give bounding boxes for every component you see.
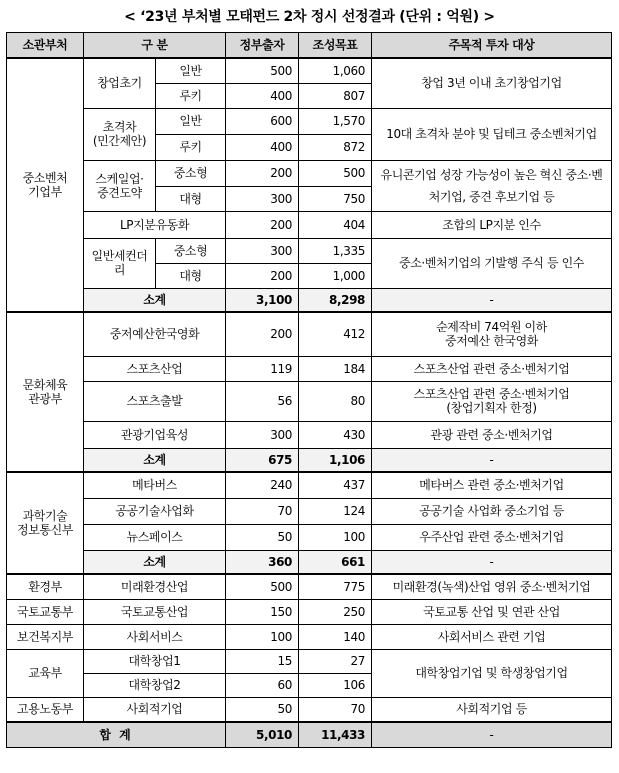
category-cell: 대학창업1 [84,649,226,673]
invest-cell: 순제작비 74억원 이하 중저예산 한국영화 [372,312,612,356]
gov-cell: 56 [226,381,299,421]
subtotal-row [7,550,612,574]
target-cell: 807 [299,83,372,108]
ministry-cell: 환경부 [7,574,84,599]
target-cell: 1,106 [299,448,372,472]
category-cell: 중저예산한국영화 [84,312,226,356]
gov-cell: 15 [226,649,299,673]
gov-cell: 119 [226,356,299,381]
invest-cell: 유니콘기업 성장 가능성이 높은 혁신 중소·벤처기업, 중견 후보기업 등 [372,160,612,211]
category-cell: 스케일업· 중견도약 [84,160,156,211]
ministry-cell: 교육부 [7,649,84,697]
category-cell: 초격차 (민간제안) [84,108,156,160]
table-row [7,58,612,83]
target-cell: 70 [299,697,372,722]
total-label: 합 계 [7,722,226,747]
invest-cell: - [372,288,612,312]
total-invest: - [372,722,612,747]
subcategory-cell: 일반 [156,58,226,83]
table-row [7,524,612,550]
gov-cell: 500 [226,58,299,83]
invest-cell: - [372,448,612,472]
target-cell: 27 [299,649,372,673]
target-cell: 80 [299,381,372,421]
table-row [7,381,612,421]
table-row [7,356,612,381]
invest-cell: 메타버스 관련 중소·벤처기업 [372,472,612,498]
gov-cell: 200 [226,263,299,288]
gov-cell: 675 [226,448,299,472]
table-row [7,649,612,673]
invest-cell: 국토교통 산업 및 연관 산업 [372,599,612,624]
target-cell: 250 [299,599,372,624]
gov-cell: 300 [226,421,299,448]
invest-cell: 중소·벤처기업의 기발행 주식 등 인수 [372,238,612,288]
gov-cell: 600 [226,108,299,134]
target-cell: 140 [299,624,372,649]
subcategory-cell: 루키 [156,134,226,160]
target-cell: 1,060 [299,58,372,83]
subcategory-cell: 대형 [156,263,226,288]
header-target: 조성목표 [299,33,372,59]
target-cell: 1,000 [299,263,372,288]
table-row [7,574,612,599]
subcategory-cell: 일반 [156,108,226,134]
subcategory-cell: 루키 [156,83,226,108]
page-title: < ‘23년 부처별 모태펀드 2차 정시 선정결과 (단위 : 억원) > [124,9,495,25]
header-ministry: 소관부처 [7,33,84,59]
subtotal-label: 소계 [84,550,226,574]
ministry-cell: 보건복지부 [7,624,84,649]
subtotal-row [7,288,612,312]
ministry-cell: 국토교통부 [7,599,84,624]
category-cell: 일반세컨더리 [84,238,156,288]
ministry-cell: 고용노동부 [7,697,84,722]
category-cell: 대학창업2 [84,673,226,697]
target-cell: 437 [299,472,372,498]
invest-cell: 대학창업기업 및 학생창업기업 [372,649,612,697]
invest-cell: 창업 3년 이내 초기창업기업 [372,58,612,108]
target-cell: 1,570 [299,108,372,134]
category-cell: 창업초기 [84,58,156,108]
table-row [7,211,612,238]
gov-cell: 200 [226,211,299,238]
category-cell: 메타버스 [84,472,226,498]
gov-cell: 360 [226,550,299,574]
target-cell: 412 [299,312,372,356]
subcategory-cell: 대형 [156,186,226,211]
total-row [7,722,612,747]
invest-cell: 조합의 LP지분 인수 [372,211,612,238]
table-row [7,599,612,624]
gov-cell: 60 [226,673,299,697]
category-cell: 공공기술사업화 [84,498,226,524]
header-category: 구 분 [84,33,226,59]
invest-cell: 관광 관련 중소·벤처기업 [372,421,612,448]
gov-cell: 200 [226,312,299,356]
invest-cell: 공공기술 사업화 중소기업 등 [372,498,612,524]
table-row [7,160,612,186]
invest-cell: 우주산업 관련 중소·벤처기업 [372,524,612,550]
target-cell: 1,335 [299,238,372,263]
gov-cell: 400 [226,83,299,108]
ministry-cell: 과학기술 정보통신부 [7,472,84,574]
subtotal-row [7,448,612,472]
gov-cell: 300 [226,186,299,211]
target-cell: 100 [299,524,372,550]
category-cell: 사회적기업 [84,697,226,722]
gov-cell: 150 [226,599,299,624]
category-cell: 관광기업육성 [84,421,226,448]
category-cell: 국토교통산업 [84,599,226,624]
target-cell: 661 [299,550,372,574]
table-row [7,624,612,649]
target-cell: 500 [299,160,372,186]
category-cell: 미래환경산업 [84,574,226,599]
invest-cell: 사회서비스 관련 기업 [372,624,612,649]
gov-cell: 300 [226,238,299,263]
gov-cell: 50 [226,697,299,722]
fund-results-table [6,32,612,748]
total-target: 11,433 [299,722,372,747]
category-cell: LP지분유동화 [84,211,226,238]
gov-cell: 100 [226,624,299,649]
invest-cell: 사회적기업 등 [372,697,612,722]
invest-cell: 10대 초격차 분야 및 딥테크 중소벤처기업 [372,108,612,160]
category-cell: 스포츠출발 [84,381,226,421]
invest-cell: 미래환경(녹색)산업 영위 중소·벤처기업 [372,574,612,599]
total-gov: 5,010 [226,722,299,747]
table-row [7,472,612,498]
table-row [7,312,612,356]
ministry-cell: 문화체육 관광부 [7,312,84,472]
header-gov: 정부출자 [226,33,299,59]
target-cell: 8,298 [299,288,372,312]
header-row [7,33,612,59]
gov-cell: 3,100 [226,288,299,312]
subcategory-cell: 중소형 [156,238,226,263]
target-cell: 775 [299,574,372,599]
table-row [7,498,612,524]
ministry-cell: 중소벤처 기업부 [7,58,84,312]
invest-cell: - [372,550,612,574]
subtotal-label: 소계 [84,448,226,472]
invest-cell: 스포츠산업 관련 중소·벤처기업 (창업기획자 한정) [372,381,612,421]
target-cell: 430 [299,421,372,448]
invest-cell: 스포츠산업 관련 중소·벤처기업 [372,356,612,381]
category-cell: 뉴스페이스 [84,524,226,550]
target-cell: 872 [299,134,372,160]
category-cell: 사회서비스 [84,624,226,649]
table-row [7,697,612,722]
subtotal-label: 소계 [84,288,226,312]
gov-cell: 240 [226,472,299,498]
target-cell: 404 [299,211,372,238]
table-row [7,108,612,134]
target-cell: 750 [299,186,372,211]
gov-cell: 200 [226,160,299,186]
gov-cell: 70 [226,498,299,524]
subcategory-cell: 중소형 [156,160,226,186]
category-cell: 스포츠산업 [84,356,226,381]
header-invest: 주목적 투자 대상 [372,33,612,59]
table-row [7,238,612,263]
gov-cell: 500 [226,574,299,599]
target-cell: 124 [299,498,372,524]
target-cell: 184 [299,356,372,381]
table-row [7,421,612,448]
gov-cell: 400 [226,134,299,160]
target-cell: 106 [299,673,372,697]
gov-cell: 50 [226,524,299,550]
